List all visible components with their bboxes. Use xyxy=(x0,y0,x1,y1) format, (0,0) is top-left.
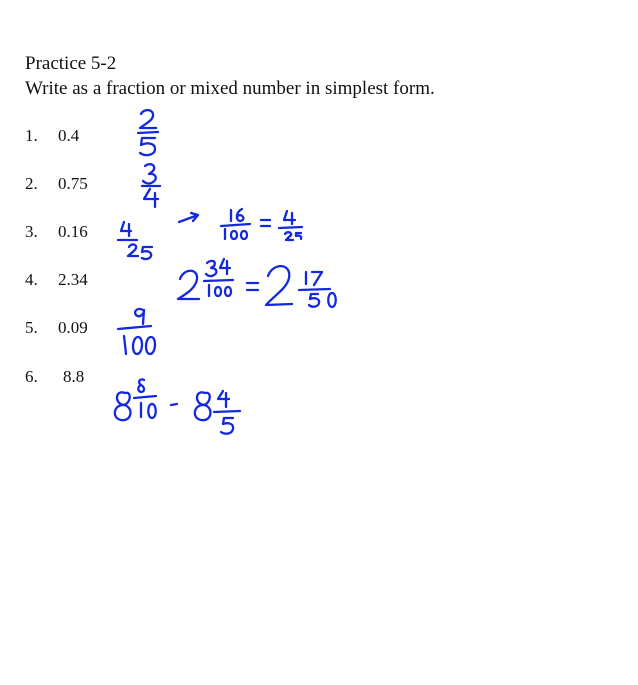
handwritten-answer-1 xyxy=(138,110,158,155)
problem-decimal: 0.4 xyxy=(58,126,80,145)
problem-decimal: 0.09 xyxy=(58,318,88,337)
handwritten-answer-2 xyxy=(142,164,160,207)
problem-decimal: 0.75 xyxy=(58,174,88,193)
problem-number: 1. xyxy=(25,126,38,145)
worksheet-instructions: Write as a fraction or mixed number in simplest form. xyxy=(25,78,435,99)
problem-decimal: 8.8 xyxy=(63,367,85,386)
handwritten-answer-4 xyxy=(178,259,336,307)
handwritten-answer-3 xyxy=(118,209,302,259)
handwritten-answer-6 xyxy=(115,379,240,433)
problem-decimal: 2.34 xyxy=(58,270,88,289)
handwritten-answer-5 xyxy=(118,309,155,354)
problem-number: 2. xyxy=(25,174,38,193)
problem-decimal: 0.16 xyxy=(58,222,88,241)
problem-number: 5. xyxy=(25,318,38,337)
problem-number: 6. xyxy=(25,367,38,386)
problem-number: 3. xyxy=(25,222,38,241)
worksheet-title: Practice 5-2 xyxy=(25,53,117,74)
problem-number: 4. xyxy=(25,270,38,289)
